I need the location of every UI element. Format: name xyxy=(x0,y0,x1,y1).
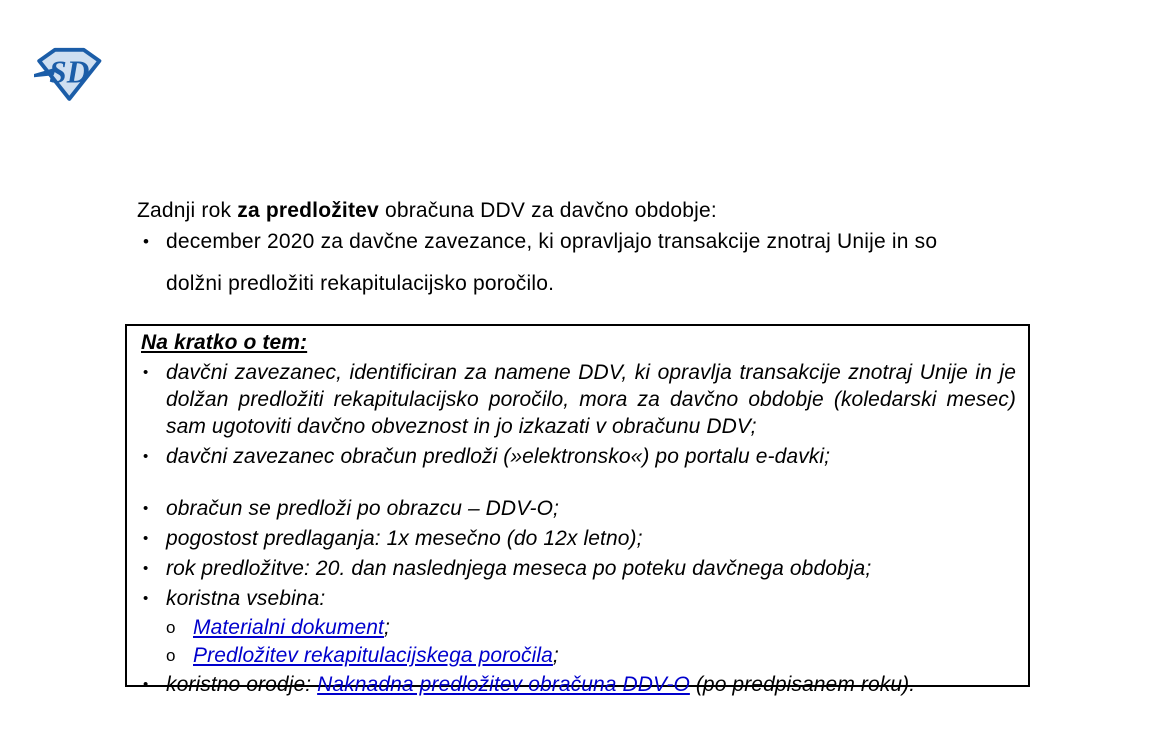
link-predlozitev-rekapitulacijskega-porocila[interactable]: Predložitev rekapitulacijskega poročila xyxy=(193,644,553,667)
bullet-icon: • xyxy=(143,530,149,547)
bullet-icon: • xyxy=(143,676,149,693)
summary-box-title: Na kratko o tem: xyxy=(141,331,308,354)
intro-bullet-text xyxy=(166,221,937,305)
last-bullet-suffix: (po predpisanem roku). xyxy=(689,673,916,696)
bullet-icon: • xyxy=(143,232,150,251)
bullet-text: davčni zavezanec obračun predloži (»elektronsko«) po portalu e-davki; xyxy=(166,445,831,468)
sublink-suffix: ; xyxy=(552,644,559,667)
bullet-text: rok predložitve: 20. dan naslednjega meseca po poteku davčnega obdobja; xyxy=(166,557,872,580)
bullet-text: obračun se predloži po obrazcu – DDV-O; xyxy=(166,497,559,520)
list-item xyxy=(139,495,1016,522)
summary-bullet-list xyxy=(139,359,1016,612)
summary-box xyxy=(125,324,1030,696)
last-bullet-text xyxy=(166,671,1016,698)
useful-content-sublist xyxy=(166,615,1016,669)
intro-bullet-line2: dolžni predložiti rekapitulacijsko poročilo. xyxy=(166,272,555,295)
list-item xyxy=(166,615,1016,641)
sd-shield-icon xyxy=(34,45,102,103)
bullet-icon: • xyxy=(143,560,149,577)
heading-bold: za predložitev xyxy=(237,199,379,222)
list-item xyxy=(139,671,1016,698)
heading-pre: Zadnji rok xyxy=(137,199,238,222)
link-materialni-dokument[interactable]: Materialni dokument xyxy=(193,616,384,639)
list-item xyxy=(139,359,1016,440)
sd-logo xyxy=(34,45,102,103)
bullet-icon: • xyxy=(143,500,149,517)
intro-bullet-line1: december 2020 za davčne zavezance, ki opravljajo transakcije znotraj Unije in so xyxy=(166,230,938,253)
sublink-suffix: ; xyxy=(384,616,390,639)
bullet-icon: • xyxy=(143,364,149,381)
summary-last-bullet xyxy=(139,671,1016,698)
list-item xyxy=(139,443,1016,470)
list-item xyxy=(139,585,1016,612)
bullet-text: koristna vsebina: xyxy=(166,587,326,610)
bullet-text: pogostost predlaganja: 1x mesečno (do 12x letno); xyxy=(166,527,643,550)
bullet-icon: • xyxy=(143,590,149,607)
link-naknadna-predlozitev-obracuna-ddv-o[interactable]: Naknadna predložitev obračuna DDV-O xyxy=(317,673,690,696)
logo-letters: SD xyxy=(49,54,90,90)
heading-post: obračuna DDV za davčno obdobje: xyxy=(378,199,717,222)
sublink-line xyxy=(193,615,390,641)
bullet-text: davčni zavezanec, identificiran za namene DDV, ki opravlja transakcije znotraj Unije in je dolžan predložiti rekapitulacijsko poročilo, mora za davčno obdobje (koledarski mesec) sam ugotoviti davčno obveznost in jo izkazati v obračunu DDV; xyxy=(166,361,1016,438)
circle-bullet-icon: o xyxy=(166,618,176,637)
circle-bullet-icon: o xyxy=(166,646,176,665)
last-bullet-prefix: koristno orodje: xyxy=(166,673,318,696)
list-item xyxy=(139,555,1016,582)
list-item xyxy=(166,643,1016,669)
list-item xyxy=(139,525,1016,552)
sublink-line xyxy=(193,643,559,669)
bullet-icon: • xyxy=(143,448,149,465)
intro-bullet xyxy=(143,221,1033,305)
